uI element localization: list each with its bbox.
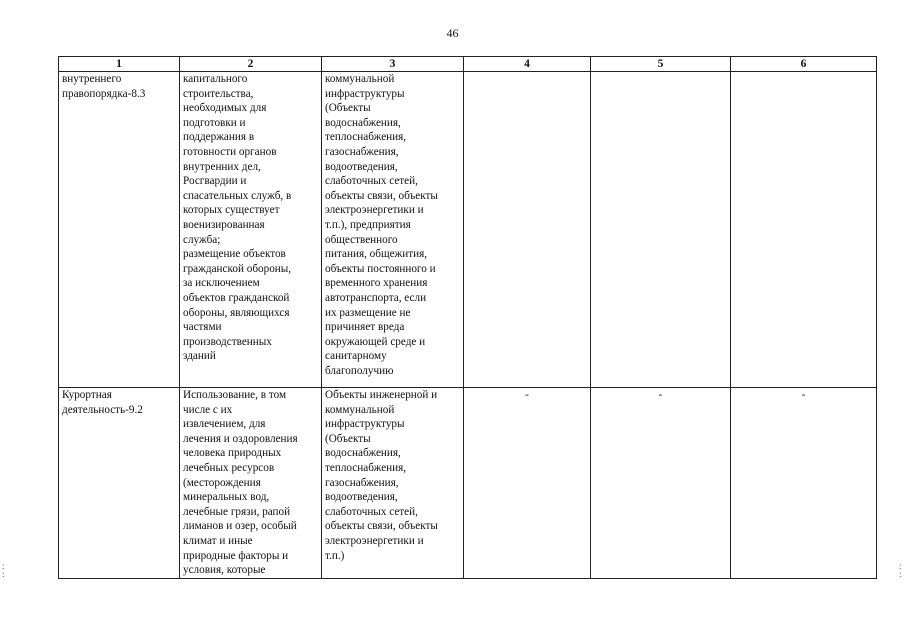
table-row — [59, 72, 877, 388]
cell-text-line: т.п.), предприятия — [325, 218, 411, 231]
cell-text-line: (Объекты — [325, 432, 371, 445]
table-cell-col3 — [322, 72, 464, 388]
cell-text-line: окружающей среде и — [325, 335, 426, 348]
cell-text-line: инфраструктуры — [325, 87, 405, 100]
column-header: 4 — [464, 57, 591, 72]
cell-text-line: коммунальной — [325, 403, 395, 416]
cell-text-line: Использование, в том — [183, 389, 287, 401]
cell-text-line: объекты постоянного и — [325, 262, 436, 275]
cell-text-line: служба; — [183, 233, 221, 246]
cell-text-line: внутреннего — [62, 73, 122, 85]
table-cell-col6 — [731, 72, 877, 388]
cell-text-line: благополучию — [325, 364, 394, 377]
cell-text-line: спасательных служб, в — [183, 189, 292, 202]
table-cell-col6: - — [731, 388, 877, 579]
cell-text-line: т.п.) — [325, 549, 345, 562]
cell-text-line: минеральных вод, — [183, 491, 270, 504]
cell-text-line: извлечением, для — [183, 418, 266, 431]
cell-text-line: подготовки и — [183, 116, 246, 129]
cell-text-line: числе с их — [183, 403, 233, 416]
cell-text-line: причиняет вреда — [325, 321, 405, 334]
cell-text-line: общественного — [325, 233, 398, 246]
cell-text-line: электроэнергетики и — [325, 534, 424, 547]
cell-text-line: обороны, являющихся — [183, 306, 290, 319]
cell-text-line: частями — [183, 321, 222, 334]
cell-text-line: которых существует — [183, 204, 280, 217]
page-number: 46 — [446, 26, 459, 40]
table-cell-col4 — [464, 72, 591, 388]
cell-text-line: лечения и оздоровления — [183, 432, 298, 445]
cell-text-line: питания, общежития, — [325, 248, 428, 261]
table-cell-col5 — [591, 72, 731, 388]
cell-text-line: природные факторы и — [183, 549, 289, 562]
cell-text-line: электроэнергетики и — [325, 204, 424, 217]
cell-text-line: лечебных ресурсов — [183, 461, 275, 474]
cell-text-line: готовности органов — [183, 145, 277, 158]
scan-edge-mark-left: : : — [2, 561, 5, 579]
cell-text-line: Объекты инженерной и — [325, 389, 438, 401]
cell-text-line: (Объекты — [325, 102, 371, 115]
cell-text-line: объекты связи, объекты — [325, 189, 438, 202]
cell-text-line: газоснабжения, — [325, 476, 399, 489]
cell-text-line: военизированная — [183, 218, 265, 231]
cell-text-line: деятельность-9.2 — [62, 403, 143, 416]
cell-text-line: слаботочных сетей, — [325, 175, 418, 188]
column-header: 6 — [731, 57, 877, 72]
cell-text-line: Курортная — [62, 389, 112, 401]
table-cell-col3 — [322, 388, 464, 579]
cell-text-line: объектов гражданской — [183, 291, 290, 304]
cell-text-line: объекты связи, объекты — [325, 520, 438, 533]
cell-text-line: водоснабжения, — [325, 447, 401, 460]
cell-text-line: правопорядка-8.3 — [62, 87, 146, 100]
column-header: 2 — [180, 57, 322, 72]
cell-text-line: гражданской обороны, — [183, 262, 292, 275]
regulations-table — [58, 56, 877, 579]
cell-text-line: слаботочных сетей, — [325, 505, 418, 518]
table-header-row — [59, 57, 877, 72]
cell-text-line: строительства, — [183, 87, 254, 100]
cell-text-line: Росгвардии и — [183, 175, 247, 188]
cell-text-line: коммунальной — [325, 73, 395, 85]
table-cell-col2 — [180, 388, 322, 579]
cell-text-line: производственных — [183, 335, 272, 348]
cell-text-line: размещение объектов — [183, 248, 286, 261]
cell-text-line: человека природных — [183, 447, 282, 460]
column-header: 1 — [59, 57, 180, 72]
cell-text-line: временного хранения — [325, 277, 428, 290]
cell-text-line: автотранспорта, если — [325, 291, 427, 304]
cell-text-line: за исключением — [183, 277, 260, 290]
cell-text-line: внутренних дел, — [183, 160, 261, 173]
cell-text-line: климат и иные — [183, 534, 253, 547]
cell-text-line: водоотведения, — [325, 491, 398, 504]
cell-text-line: санитарному — [325, 350, 387, 363]
cell-text-line: водоотведения, — [325, 160, 398, 173]
cell-text-line: лиманов и озер, особый — [183, 520, 297, 533]
cell-text-line: инфраструктуры — [325, 418, 405, 431]
table-cell-col2 — [180, 72, 322, 388]
cell-text-line: газоснабжения, — [325, 145, 399, 158]
column-header: 3 — [322, 57, 464, 72]
scan-edge-mark-right: : : — [899, 561, 902, 579]
column-header: 5 — [591, 57, 731, 72]
cell-text-line: капитального — [183, 73, 248, 85]
cell-text-line: теплоснабжения, — [325, 131, 407, 144]
table-cell-col5: - — [591, 388, 731, 579]
cell-text-line: поддержания в — [183, 131, 255, 144]
cell-text-line: условия, которые — [183, 564, 266, 577]
table-cell-col1 — [59, 388, 180, 579]
cell-text-line: теплоснабжения, — [325, 461, 407, 474]
cell-text-line: водоснабжения, — [325, 116, 401, 129]
cell-text-line: их размещение не — [325, 306, 411, 319]
cell-text-line: необходимых для — [183, 102, 267, 115]
cell-text-line: лечебные грязи, рапой — [183, 505, 291, 518]
table-row — [59, 388, 877, 579]
table-cell-col4: - — [464, 388, 591, 579]
cell-text-line: (месторождения — [183, 476, 261, 489]
cell-text-line: зданий — [183, 350, 216, 363]
table-cell-col1 — [59, 72, 180, 388]
